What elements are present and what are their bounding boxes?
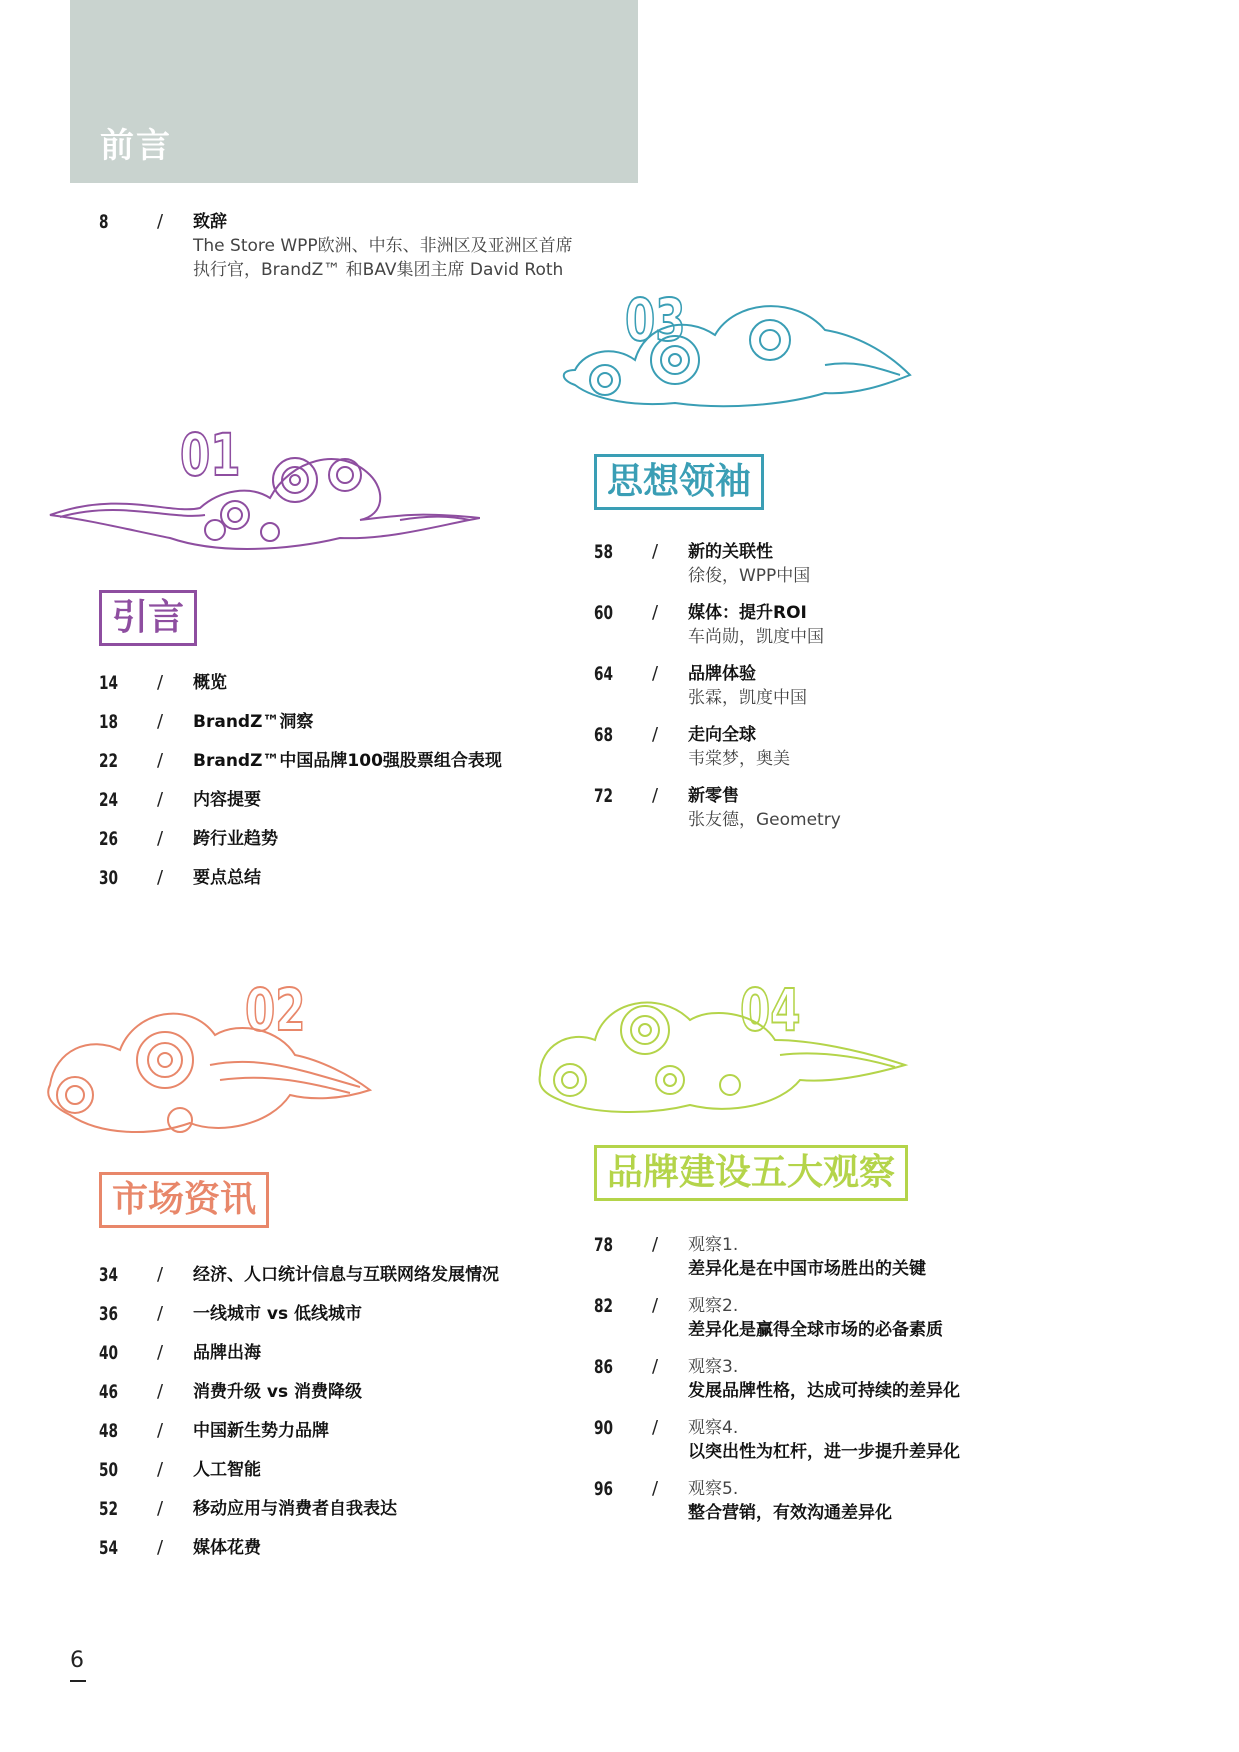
list-item[interactable] xyxy=(99,1380,362,1404)
separator: / xyxy=(157,828,164,849)
entry-page-number: 96 xyxy=(594,1478,614,1500)
entry-page-number: 46 xyxy=(99,1381,119,1403)
entry-page-number: 64 xyxy=(594,663,614,685)
entry-page-number: 50 xyxy=(99,1459,119,1481)
list-item[interactable] xyxy=(594,601,824,649)
separator: / xyxy=(157,789,164,810)
separator: / xyxy=(157,1381,164,1402)
list-item[interactable] xyxy=(594,1233,926,1281)
cloud-03-decoration xyxy=(555,275,915,435)
entry-page-number: 22 xyxy=(99,750,119,772)
entry-title: BrandZ™洞察 xyxy=(193,712,314,732)
list-item[interactable] xyxy=(99,710,313,734)
list-item[interactable] xyxy=(99,1497,397,1521)
separator: / xyxy=(652,785,659,806)
entry-page-number: 78 xyxy=(594,1234,614,1256)
entry-subtitle: 张霖，凯度中国 xyxy=(688,688,807,708)
page-number-underline xyxy=(70,1680,86,1682)
cloud-03-badge: 03 xyxy=(625,286,686,355)
section-01-title: 引言 xyxy=(99,590,197,646)
entry-page-number: 24 xyxy=(99,789,119,811)
entry-page-number: 54 xyxy=(99,1537,119,1559)
entry-page-number: 48 xyxy=(99,1420,119,1442)
separator: / xyxy=(652,724,659,745)
entry-label: 观察1. xyxy=(688,1235,739,1255)
separator: / xyxy=(157,672,164,693)
entry-page-number: 36 xyxy=(99,1303,119,1325)
entry-page-number: 26 xyxy=(99,828,119,850)
list-item[interactable] xyxy=(594,540,810,588)
list-item[interactable] xyxy=(594,723,790,771)
entry-title: 跨行业趋势 xyxy=(193,829,278,849)
entry-title: 概览 xyxy=(193,673,227,693)
entry-title: 品牌出海 xyxy=(193,1343,261,1363)
separator: / xyxy=(652,602,659,623)
list-item[interactable] xyxy=(99,866,261,890)
entry-page-number: 52 xyxy=(99,1498,119,1520)
entry-page-number: 30 xyxy=(99,867,119,889)
preface-entry[interactable] xyxy=(99,210,573,282)
entry-title: 人工智能 xyxy=(193,1460,261,1480)
list-item[interactable] xyxy=(99,788,261,812)
entry-title: 以突出性为杠杆，进一步提升差异化 xyxy=(688,1442,960,1462)
entry-subtitle: 韦棠梦，奥美 xyxy=(688,749,790,769)
list-item[interactable] xyxy=(99,1263,499,1287)
entry-title: 新零售 xyxy=(688,786,739,806)
entry-title: 发展品牌性格，达成可持续的差异化 xyxy=(688,1381,960,1401)
entry-title: 品牌体验 xyxy=(688,664,756,684)
entry-title: 内容提要 xyxy=(193,790,261,810)
separator: / xyxy=(157,1537,164,1558)
entry-title: 新的关联性 xyxy=(688,542,773,562)
cloud-02-badge: 02 xyxy=(245,976,306,1045)
entry-subtitle: 车尚勋，凯度中国 xyxy=(688,627,824,647)
entry-title: 移动应用与消费者自我表达 xyxy=(193,1499,397,1519)
entry-subtitle: 执行官，BrandZ™ 和BAV集团主席 David Roth xyxy=(193,260,564,280)
entry-title: 致辞 xyxy=(193,212,227,232)
list-item[interactable] xyxy=(99,1536,261,1560)
section-02-title: 市场资讯 xyxy=(99,1172,269,1228)
list-item[interactable] xyxy=(594,1477,892,1525)
entry-label: 观察3. xyxy=(688,1357,739,1377)
section-03-title: 思想领袖 xyxy=(594,454,764,510)
entry-title: 消费升级 vs 消费降级 xyxy=(193,1382,363,1402)
entry-title: 经济、人口统计信息与互联网络发展情况 xyxy=(193,1265,499,1285)
list-item[interactable] xyxy=(99,1419,329,1443)
cloud-04-decoration xyxy=(530,965,915,1125)
entry-title: 差异化是在中国市场胜出的关键 xyxy=(688,1259,926,1279)
separator: / xyxy=(157,1303,164,1324)
separator: / xyxy=(157,867,164,888)
entry-title: BrandZ™中国品牌100强股票组合表现 xyxy=(193,751,502,771)
separator: / xyxy=(157,1342,164,1363)
list-item[interactable] xyxy=(99,1458,261,1482)
entry-title: 媒体花费 xyxy=(193,1538,261,1558)
list-item[interactable] xyxy=(99,827,278,851)
separator: / xyxy=(157,1498,164,1519)
separator: / xyxy=(157,1264,164,1285)
entry-title: 中国新生势力品牌 xyxy=(193,1421,329,1441)
separator: / xyxy=(652,1478,659,1499)
cloud-04-badge: 04 xyxy=(740,976,801,1045)
entry-page-number: 72 xyxy=(594,785,614,807)
list-item[interactable] xyxy=(594,1355,960,1403)
entry-subtitle: 张友德，Geometry xyxy=(688,810,841,830)
separator: / xyxy=(652,1417,659,1438)
entry-title: 一线城市 vs 低线城市 xyxy=(193,1304,363,1324)
preface-header xyxy=(70,0,638,183)
separator: / xyxy=(157,750,164,771)
entry-label: 观察2. xyxy=(688,1296,739,1316)
separator: / xyxy=(157,211,164,232)
list-item[interactable] xyxy=(99,749,502,773)
entry-title: 差异化是赢得全球市场的必备素质 xyxy=(688,1320,943,1340)
entry-title: 媒体：提升ROI xyxy=(688,603,807,623)
entry-page-number: 82 xyxy=(594,1295,614,1317)
entry-page-number: 8 xyxy=(99,211,109,233)
entry-label: 观察5. xyxy=(688,1479,739,1499)
preface-title: 前言 xyxy=(100,126,172,166)
cloud-01-badge: 01 xyxy=(180,421,241,490)
separator: / xyxy=(157,1420,164,1441)
list-item[interactable] xyxy=(99,1302,362,1326)
entry-subtitle: 徐俊，WPP中国 xyxy=(688,566,811,586)
entry-subtitle: The Store WPP欧洲、中东、非洲区及亚洲区首席 xyxy=(193,236,573,256)
entry-page-number: 60 xyxy=(594,602,614,624)
list-item[interactable] xyxy=(594,1294,943,1342)
cloud-01-decoration xyxy=(40,420,480,560)
separator: / xyxy=(652,1295,659,1316)
separator: / xyxy=(652,663,659,684)
list-item[interactable] xyxy=(99,671,227,695)
entry-page-number: 18 xyxy=(99,711,119,733)
section-04-title: 品牌建设五大观察 xyxy=(594,1145,908,1201)
separator: / xyxy=(157,1459,164,1480)
list-item[interactable] xyxy=(594,662,807,710)
entry-label: 观察4. xyxy=(688,1418,739,1438)
entry-page-number: 14 xyxy=(99,672,119,694)
entry-page-number: 90 xyxy=(594,1417,614,1439)
separator: / xyxy=(652,1234,659,1255)
entry-page-number: 68 xyxy=(594,724,614,746)
list-item[interactable] xyxy=(594,1416,960,1464)
list-item[interactable] xyxy=(99,1341,261,1365)
entry-page-number: 86 xyxy=(594,1356,614,1378)
separator: / xyxy=(652,1356,659,1377)
entry-page-number: 34 xyxy=(99,1264,119,1286)
entry-title: 要点总结 xyxy=(193,868,261,888)
entry-page-number: 40 xyxy=(99,1342,119,1364)
page-number: 6 xyxy=(70,1648,84,1673)
separator: / xyxy=(157,711,164,732)
separator: / xyxy=(652,541,659,562)
entry-title: 走向全球 xyxy=(688,725,756,745)
cloud-02-decoration xyxy=(40,965,380,1155)
list-item[interactable] xyxy=(594,784,841,832)
entry-page-number: 58 xyxy=(594,541,614,563)
entry-title: 整合营销，有效沟通差异化 xyxy=(688,1503,892,1523)
